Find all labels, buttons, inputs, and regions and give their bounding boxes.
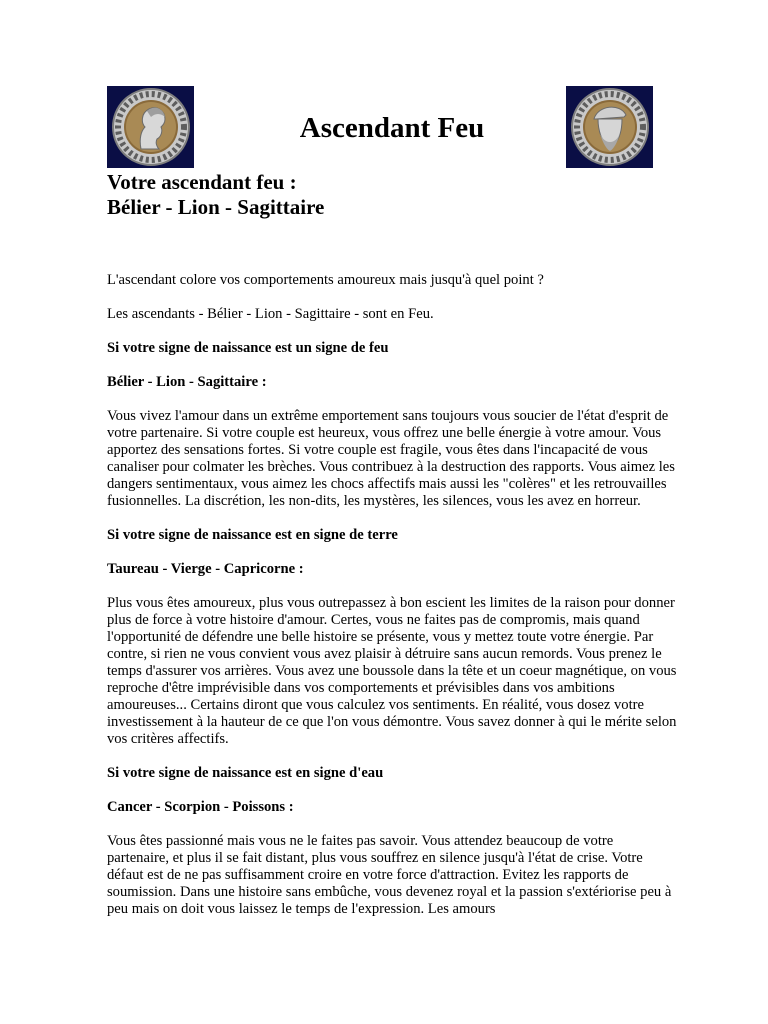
article-body	[107, 272, 677, 935]
bearded-man-medallion-icon	[570, 87, 650, 167]
section-heading	[107, 170, 667, 220]
water-section-text: Vous êtes passionné mais vous ne le faites pas savoir. Vous attendez beaucoup de votre partenaire, et plus il se fait distant, plus vous souffrez en silence jusqu'à l'état de crise. Votre défaut est de ne pas suffisamment croire en votre force d'attraction. Evitez les rapports de soumission. Dans une histoire sans embûche, vous devenez royal et la passion s'extériorise peu à peu mais on doit vous laissez le temps de l'expression. Les amours	[107, 833, 672, 917]
intro-paragraph-2: Les ascendants - Bélier - Lion - Sagittaire - sont en Feu.	[107, 306, 434, 322]
fire-section-heading: Si votre signe de naissance est un signe de feu	[107, 340, 389, 356]
earth-section-heading: Si votre signe de naissance est en signe de terre	[107, 527, 398, 543]
page-title: Ascendant Feu	[299, 112, 485, 144]
water-section-heading: Si votre signe de naissance est en signe d'eau	[107, 765, 384, 781]
intro-paragraph-1: L'ascendant colore vos comportements amoureux mais jusqu'à quel point ?	[107, 272, 544, 288]
heading-line-1: Votre ascendant feu :	[107, 170, 297, 194]
heading-line-2: Bélier - Lion - Sagittaire	[107, 195, 325, 219]
right-medallion-image	[566, 86, 653, 168]
water-signs-label: Cancer - Scorpion - Poissons :	[107, 799, 294, 815]
earth-signs-label: Taureau - Vierge - Capricorne :	[107, 561, 304, 577]
earth-section-text: Plus vous êtes amoureux, plus vous outrepassez à bon escient les limites de la raison pour donner plus de force à votre histoire d'amour. Certes, vous ne faites pas de compromis, mais quand l'opportunité de défendre une belle histoire se présente, vous y mettez toute votre énergie. Par contre, si rien ne vous convient vous avez plaisir à détruire sans aucun remords. Vous prenez le temps d'assurer vos arrières. Vous avez une boussole dans la tête et un coeur magnétique, on vous reproche d'être imprévisible dans vos comportements et prévisibles dans vos ambitions amoureuses... Certains diront que vous calculez vos sentiments. En réalité, vous dosez votre investissement à la hauteur de ce que l'on vous démontre. Vous savez donner à qui le mérite selon vos critères affectifs.	[107, 595, 677, 747]
fire-signs-label: Bélier - Lion - Sagittaire :	[107, 374, 267, 390]
fire-section-text: Vous vivez l'amour dans un extrême emportement sans toujours vous soucier de l'état d'esprit de votre partenaire. Si votre couple est heureux, vous offrez une belle énergie à votre amour. Vous apportez des sensations fortes. Si votre couple est fragile, vous êtes dans l'incapacité de vous canaliser pour colmater les brèches. Vous contribuez à la destruction des rapports. Vous aimez les dangers sentimentaux, vous aimez les chocs affectifs mais aussi les "colères" et les retrouvailles fusionnelles. La discrétion, les non-dits, les mystères, les silences, vous les avez en horreur.	[107, 408, 675, 509]
